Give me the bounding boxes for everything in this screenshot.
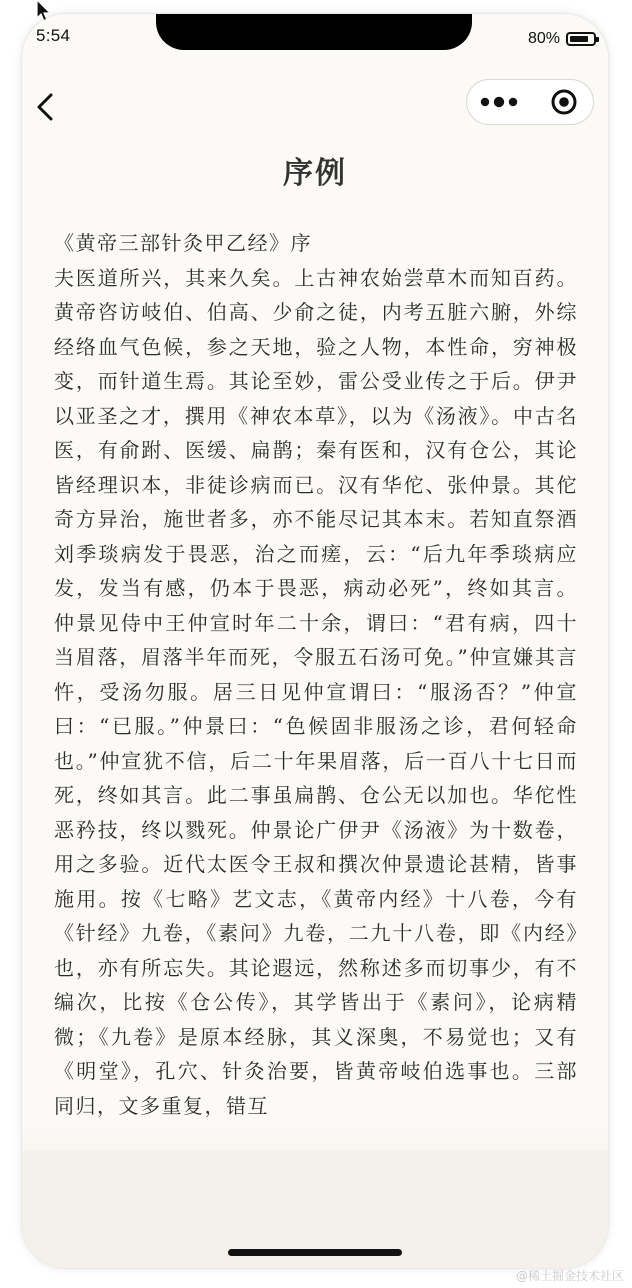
- status-right: [528, 30, 596, 48]
- back-button[interactable]: [32, 90, 60, 124]
- bottom-bar: [22, 1150, 608, 1268]
- battery-icon: [566, 32, 596, 46]
- phone-screen: [22, 14, 608, 1268]
- target-circle-icon: [541, 87, 587, 117]
- watermark: @稀土掘金技术社区: [515, 1269, 624, 1283]
- more-dots-icon: [477, 87, 523, 117]
- home-indicator[interactable]: [228, 1249, 402, 1256]
- close-miniprogram-button[interactable]: [541, 87, 587, 117]
- camera-notch: [156, 14, 472, 50]
- book-name: 《黄帝三部针灸甲乙经》序: [54, 231, 312, 255]
- page-title: 序例: [283, 156, 347, 191]
- article-body: 夫医道所兴，其来久矣。上古神农始尝草木而知百药。黄帝咨访岐伯、伯高、少俞之徒，内考五脏六腑，外综经络血气色候，参之天地，验之人物，本性命，穷神极变，而针道生焉。其论至妙，雷公受业传之于后。伊尹以亚圣之才，撰用《神农本草》，以为《汤液》。中古名医，有俞跗、医缓、扁鹊；秦有医和，汉有仓公，其论皆经理识本，非徒诊病而已。汉有华佗、张仲景。其佗奇方异治，施世者多，亦不能尽记其本末。若知直祭酒刘季琰病发于畏恶，治之而瘥，云：“后九年季琰病应发，发当有感，仍本于畏恶，病动必死”，终如其言。仲景见侍中王仲宣时年二十余，谓曰：“君有病，四十当眉落，眉落半年而死，令服五石汤可免。”仲宣嫌其言忤，受汤勿服。居三日见仲宣谓曰：“服汤否？”仲宣曰：“已服。”仲景曰：“色候固非服汤之诊，君何轻命也。”仲宣犹不信，后二十年果眉落，后一百八十七日而死，终如其言。此二事虽扁鹊、仓公无以加也。华佗性恶矜技，终以戮死。仲景论广伊尹《汤液》为十数卷，用之多验。近代太医令王叔和撰次仲景遗论甚精，皆事施用。按《七略》艺文志，《黄帝内经》十八卷，今有《针经》九卷，《素问》九卷，二九十八卷，即《内经》也，亦有所忘失。其论遐远，然称述多而切事少，有不编次，比按《仓公传》，其学皆出于《素问》，论病精微；《九卷》是原本经脉，其义深奥，不易觉也；又有《明堂》，孔穴、针灸治要，皆黄帝岐伯选事也。三部同归，文多重复，错互: [54, 265, 578, 1118]
- more-button[interactable]: [477, 87, 523, 117]
- battery-fill: [570, 36, 588, 42]
- battery-nub: [596, 37, 599, 42]
- battery-percent: 80%: [527, 30, 560, 47]
- mini-program-capsule: [466, 79, 594, 125]
- article-content: [54, 226, 578, 1123]
- chevron-left-icon: [32, 90, 60, 124]
- status-time: 5:54: [36, 26, 71, 45]
